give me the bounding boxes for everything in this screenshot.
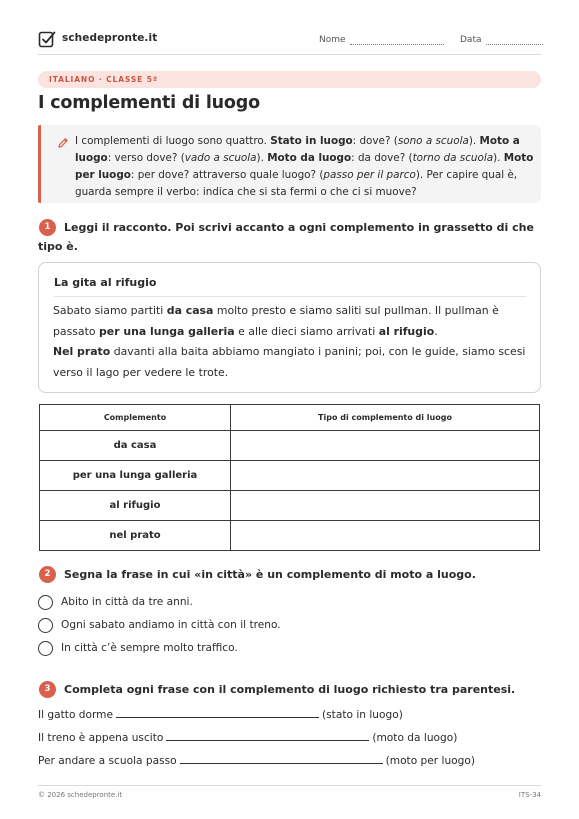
name-dotted-line[interactable] (350, 36, 444, 45)
name-field[interactable] (319, 35, 444, 45)
table-row (40, 521, 540, 551)
fill-item-1 (38, 707, 403, 721)
intro-text: I complementi di luogo sono quattro. Stato in luogo: dove? (sono a scuola). Moto a luogo: verso dove? (vado a scuola). Moto da luogo: da dove? (torno da scuola). Moto per luogo: per dove? attraverso quale luogo? (passo per il parco). Per capire qual è, guarda sempre il verbo: indica che si sta fermi o che ci si muove? (75, 135, 534, 198)
column-header-complemento: Complemento (40, 405, 231, 431)
answer-line[interactable] (180, 753, 383, 764)
brand-name: schedepronte.it (62, 32, 158, 44)
date-dotted-line[interactable] (486, 36, 543, 45)
footer-divider (38, 785, 541, 786)
table-row (40, 431, 540, 461)
answer-cell[interactable] (231, 491, 540, 521)
option-label: In città c’è sempre molto traffico. (61, 642, 238, 654)
table-row (40, 491, 540, 521)
page-header (38, 29, 541, 55)
page-title: I complementi di luogo (38, 93, 260, 113)
pencil-icon (57, 137, 69, 149)
complement-cell: per una lunga galleria (40, 461, 231, 491)
story-box (38, 262, 541, 393)
table-row (40, 461, 540, 491)
story-title: La gita al rifugio (54, 276, 157, 289)
question-2-number: 2 (39, 566, 56, 583)
question-2-text: Segna la frase in cui «in città» è un complemento di moto a luogo. (64, 568, 476, 581)
answer-cell[interactable] (231, 461, 540, 491)
option-label: Ogni sabato andiamo in città con il treno. (61, 619, 281, 631)
sentence-start: Il gatto dorme (38, 709, 114, 721)
question-3-text: Completa ogni frase con il complemento di luogo richiesto tra parentesi. (64, 683, 516, 696)
sentence-hint: (stato in luogo) (322, 709, 403, 721)
column-header-tipo: Tipo di complemento di luogo (231, 405, 540, 431)
sentence-hint: (moto per luogo) (385, 755, 476, 767)
complement-cell: al rifugio (40, 491, 231, 521)
sentence-start: Per andare a scuola passo (38, 755, 177, 767)
sentence-start: Il treno è appena uscito (38, 732, 164, 744)
footer-copyright: © 2026 schedepronte.it (38, 791, 123, 799)
question-1-number: 1 (39, 219, 56, 236)
option-label: Abito in città da tre anni. (61, 596, 193, 608)
question-1-text: Leggi il racconto. Poi scrivi accanto a ogni complemento in grassetto di che tipo è. (38, 221, 534, 253)
answer-cell[interactable] (231, 431, 540, 461)
date-label: Data (460, 35, 482, 45)
radio-button[interactable] (38, 641, 53, 656)
footer-code: ITS-34 (518, 791, 541, 799)
complement-cell: da casa (40, 431, 231, 461)
answer-line[interactable] (116, 707, 319, 718)
sentence-hint: (moto da luogo) (372, 732, 458, 744)
answer-cell[interactable] (231, 521, 540, 551)
radio-button[interactable] (38, 618, 53, 633)
table-header-row (40, 405, 540, 431)
fill-item-2 (38, 730, 457, 744)
subject-label: ITALIANO · CLASSE 5ª (49, 75, 158, 84)
story-divider (54, 296, 526, 297)
question-3-number: 3 (39, 681, 56, 698)
intro-box (38, 125, 541, 203)
subject-bar (38, 71, 541, 88)
date-field[interactable] (460, 35, 543, 45)
answer-line[interactable] (166, 730, 369, 741)
radio-button[interactable] (38, 595, 53, 610)
checklist-logo-icon (38, 30, 56, 48)
story-text: Sabato siamo partiti da casa molto presto e siamo saliti sul pullman. Il pullman è passato per una lunga galleria e alle dieci siamo arrivati al rifugio. Nel prato davanti alla baita abbiamo mangiato i panini; poi, con le guide, siamo scesi verso il lago per vedere le trote. (53, 304, 526, 379)
complements-table (39, 404, 540, 551)
complement-cell: nel prato (40, 521, 231, 551)
fill-item-3 (38, 753, 475, 767)
name-label: Nome (319, 35, 346, 45)
